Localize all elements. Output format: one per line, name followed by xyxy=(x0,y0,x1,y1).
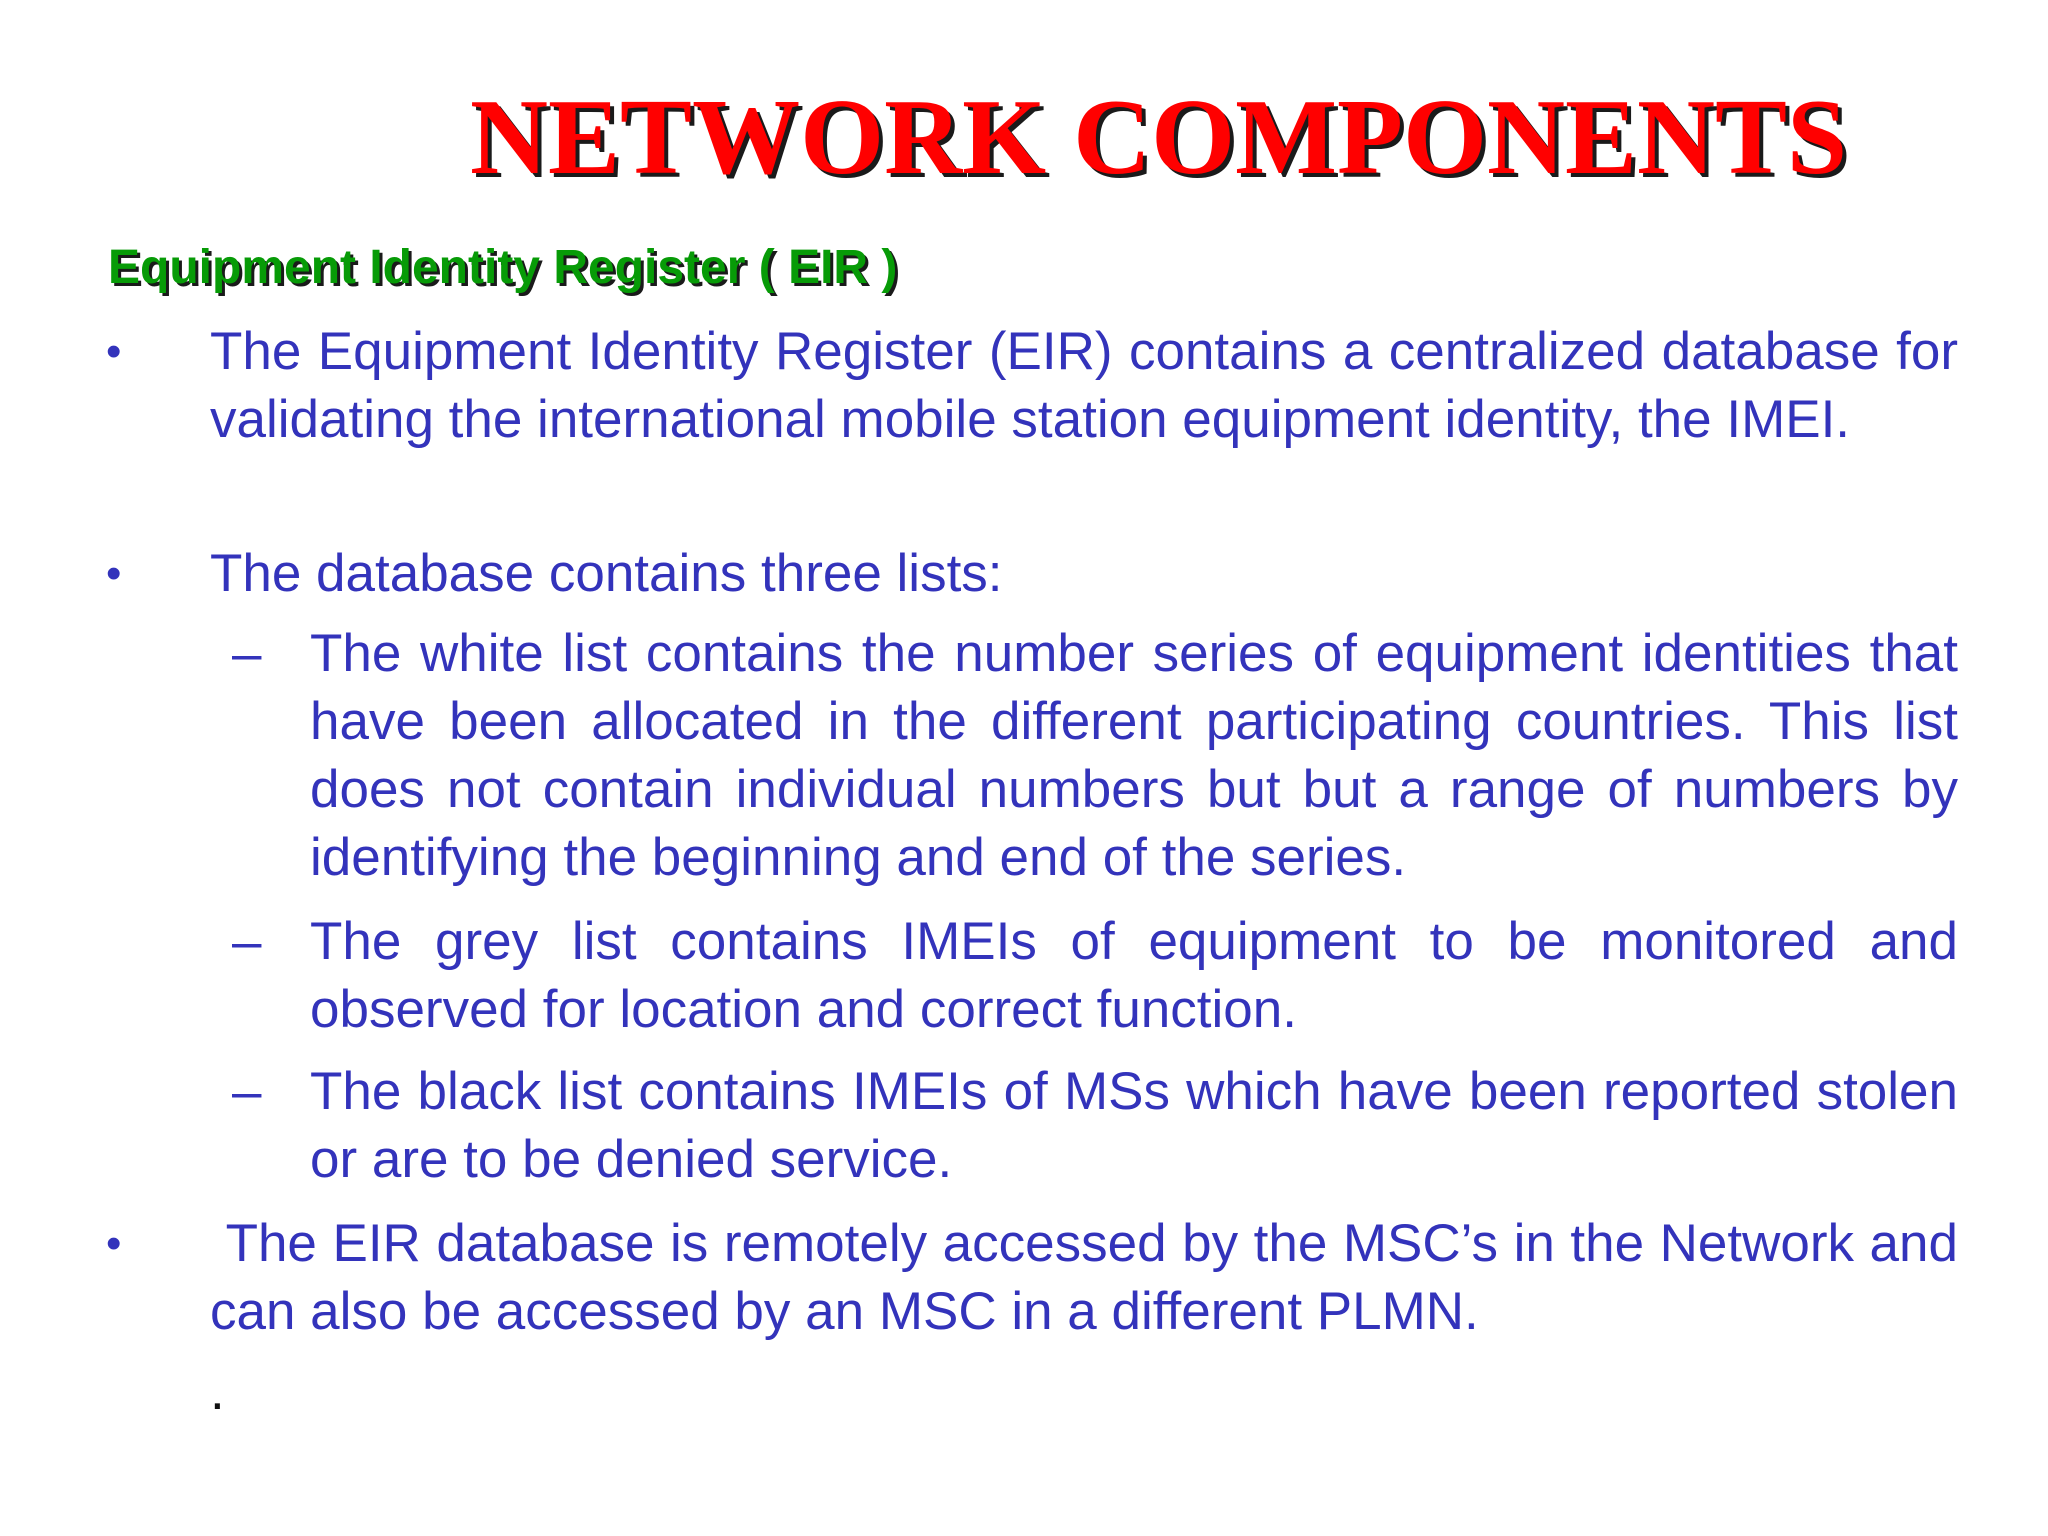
section-heading: Equipment Identity Register ( EIR ) xyxy=(108,241,898,294)
bullet-item-remote-access: The EIR database is remotely accessed by the MSC’s in the Network and can also be accessed by an MSC in a different PLMN. xyxy=(210,1214,1973,1341)
bullet-marker: • xyxy=(106,1219,122,1268)
sub-item-black-list: The black list contains IMEIs of MSs which have been reported stolen or are to be denied service. xyxy=(310,1062,1958,1189)
trailing-period: . xyxy=(210,1362,225,1421)
sub-item-grey-list: The grey list contains IMEIs of equipment to be monitored and observed for location and correct function. xyxy=(310,912,1958,1039)
bullet-marker: • xyxy=(106,549,122,598)
bullet-item-eir-definition: The Equipment Identity Register (EIR) contains a centralized database for validating the international mobile station equipment identity, the IMEI. xyxy=(210,322,1958,449)
dash-marker: – xyxy=(232,624,262,683)
bullet-marker: • xyxy=(106,327,122,376)
dash-marker: – xyxy=(232,912,262,971)
dash-marker: – xyxy=(232,1062,262,1121)
slide-title: NETWORK COMPONENTS xyxy=(470,78,1848,197)
sub-item-white-list: The white list contains the number series of equipment identities that have been allocated in the different participating countries. This list does not contain individual numbers but but a range of numbers by identifying the beginning and end of the series. xyxy=(310,624,1958,887)
bullet-item-three-lists: The database contains three lists: xyxy=(210,544,1003,603)
